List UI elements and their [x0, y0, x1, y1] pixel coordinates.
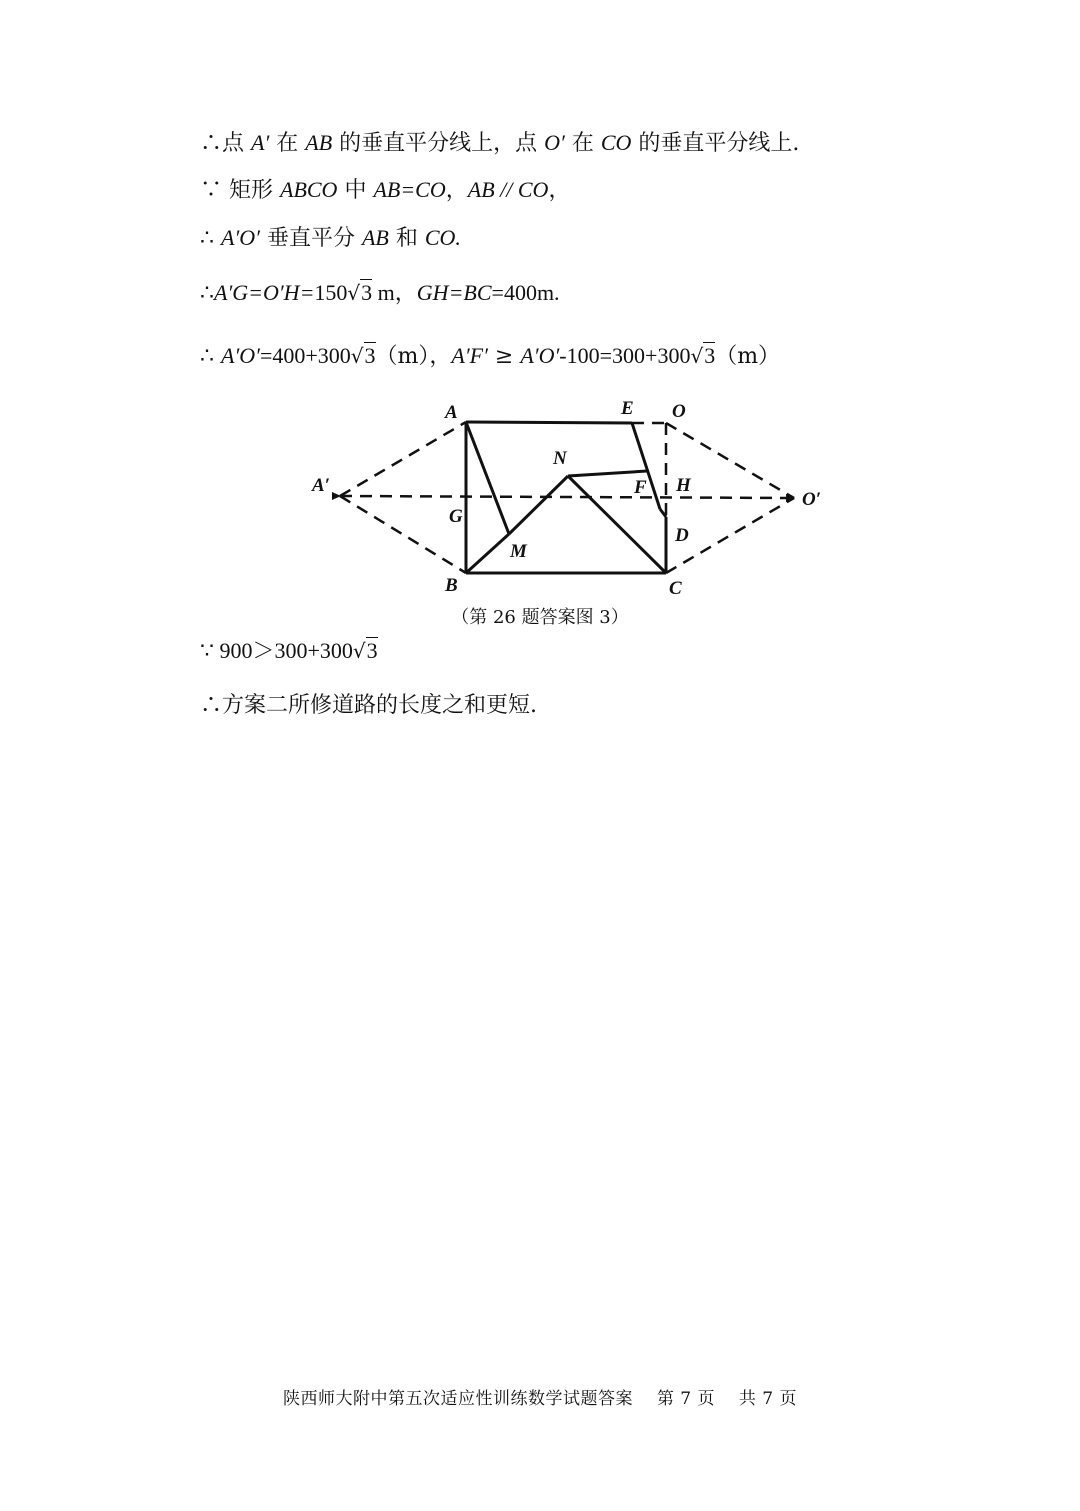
text: 的垂直平分线上.: [631, 131, 800, 156]
dashed-A1O1: [340, 496, 794, 498]
solution-line-6: [200, 636, 378, 667]
sqrt: √3: [352, 638, 378, 663]
text: （m）: [715, 344, 781, 369]
solution-line-4: [200, 278, 560, 309]
label-E: E: [621, 398, 634, 419]
text: ∴点: [200, 131, 251, 156]
page-number: 第 7 页: [656, 1389, 715, 1409]
page-total: 共 7 页: [738, 1389, 798, 1409]
label-G: G: [449, 506, 463, 527]
math: ABCO: [280, 177, 338, 202]
geometry-figure: [300, 392, 840, 602]
label-M: M: [510, 541, 527, 562]
text: 的垂直平分线上，点: [332, 131, 545, 156]
segment-NC: [568, 476, 666, 573]
radicand: 3: [364, 343, 376, 368]
text: ∵ 矩形: [200, 178, 280, 203]
math: A′O′: [520, 343, 560, 368]
text: =400m.: [491, 280, 560, 305]
math: A′O′: [221, 225, 260, 250]
text: -100=300+300: [559, 343, 691, 368]
number: 150: [314, 280, 348, 305]
text: =400+300: [259, 343, 351, 368]
text: 垂直平分: [259, 226, 362, 251]
label-N: N: [553, 448, 567, 469]
segment-AM: [466, 422, 509, 534]
math: A′F′: [451, 343, 488, 368]
sqrt: √3: [347, 280, 373, 305]
label-D: D: [675, 525, 689, 546]
math: AB: [361, 225, 389, 250]
solution-line-7: [200, 691, 537, 721]
text: 和: [388, 226, 425, 251]
label-O-prime: O′: [802, 489, 822, 510]
text: m，: [372, 280, 417, 305]
figure-caption: （第 26 题答案图 3）: [451, 607, 629, 628]
label-O: O: [672, 401, 686, 422]
math: AB: [305, 130, 333, 155]
dashed-A1B: [340, 496, 466, 573]
text: ∴方案二所修道路的长度之和更短.: [200, 693, 537, 718]
solution-line-2: [200, 175, 570, 206]
text: 在: [269, 131, 306, 156]
sqrt: √3: [690, 343, 716, 368]
label-A-prime: A′: [312, 475, 331, 496]
sqrt: √3: [350, 343, 376, 368]
math: AB=CO: [373, 177, 446, 202]
dashed-A1A: [340, 422, 466, 496]
text: （m），: [375, 344, 452, 369]
solution-line-1: [200, 128, 799, 159]
text: 在: [564, 131, 601, 156]
segment-NF: [568, 471, 647, 476]
math: A′O′: [221, 343, 260, 368]
math: A′: [251, 130, 270, 155]
math: CO: [600, 130, 632, 155]
math: O′: [544, 130, 565, 155]
text: ≥: [487, 344, 521, 369]
label-B: B: [445, 575, 458, 596]
text: ，: [548, 178, 571, 203]
page-footer: [0, 1384, 1080, 1409]
label-F: F: [634, 477, 647, 498]
label-H: H: [676, 475, 691, 496]
segment-BM: [466, 534, 509, 573]
text: ，: [445, 178, 468, 203]
radicand: 3: [361, 280, 373, 305]
label-A: A: [445, 402, 458, 423]
text: ∵ 900＞300+300: [200, 638, 353, 663]
text: 中: [337, 178, 374, 203]
label-C: C: [669, 578, 682, 599]
radicand: 3: [366, 638, 378, 663]
radicand: 3: [704, 343, 716, 368]
text: ∴: [200, 226, 221, 251]
footer-title: 陕西师大附中第五次适应性训练数学试题答案: [282, 1389, 633, 1409]
text: ∴: [200, 281, 214, 306]
solution-line-3: [200, 223, 461, 254]
segment-AE: [466, 422, 632, 423]
text: ∴: [200, 344, 221, 369]
math: CO.: [424, 225, 461, 250]
solution-line-5: [200, 341, 780, 372]
math: AB // CO: [467, 177, 549, 202]
segment-MN: [509, 476, 568, 534]
math: GH=BC: [416, 280, 492, 305]
math: A′G=O′H=: [214, 280, 315, 305]
